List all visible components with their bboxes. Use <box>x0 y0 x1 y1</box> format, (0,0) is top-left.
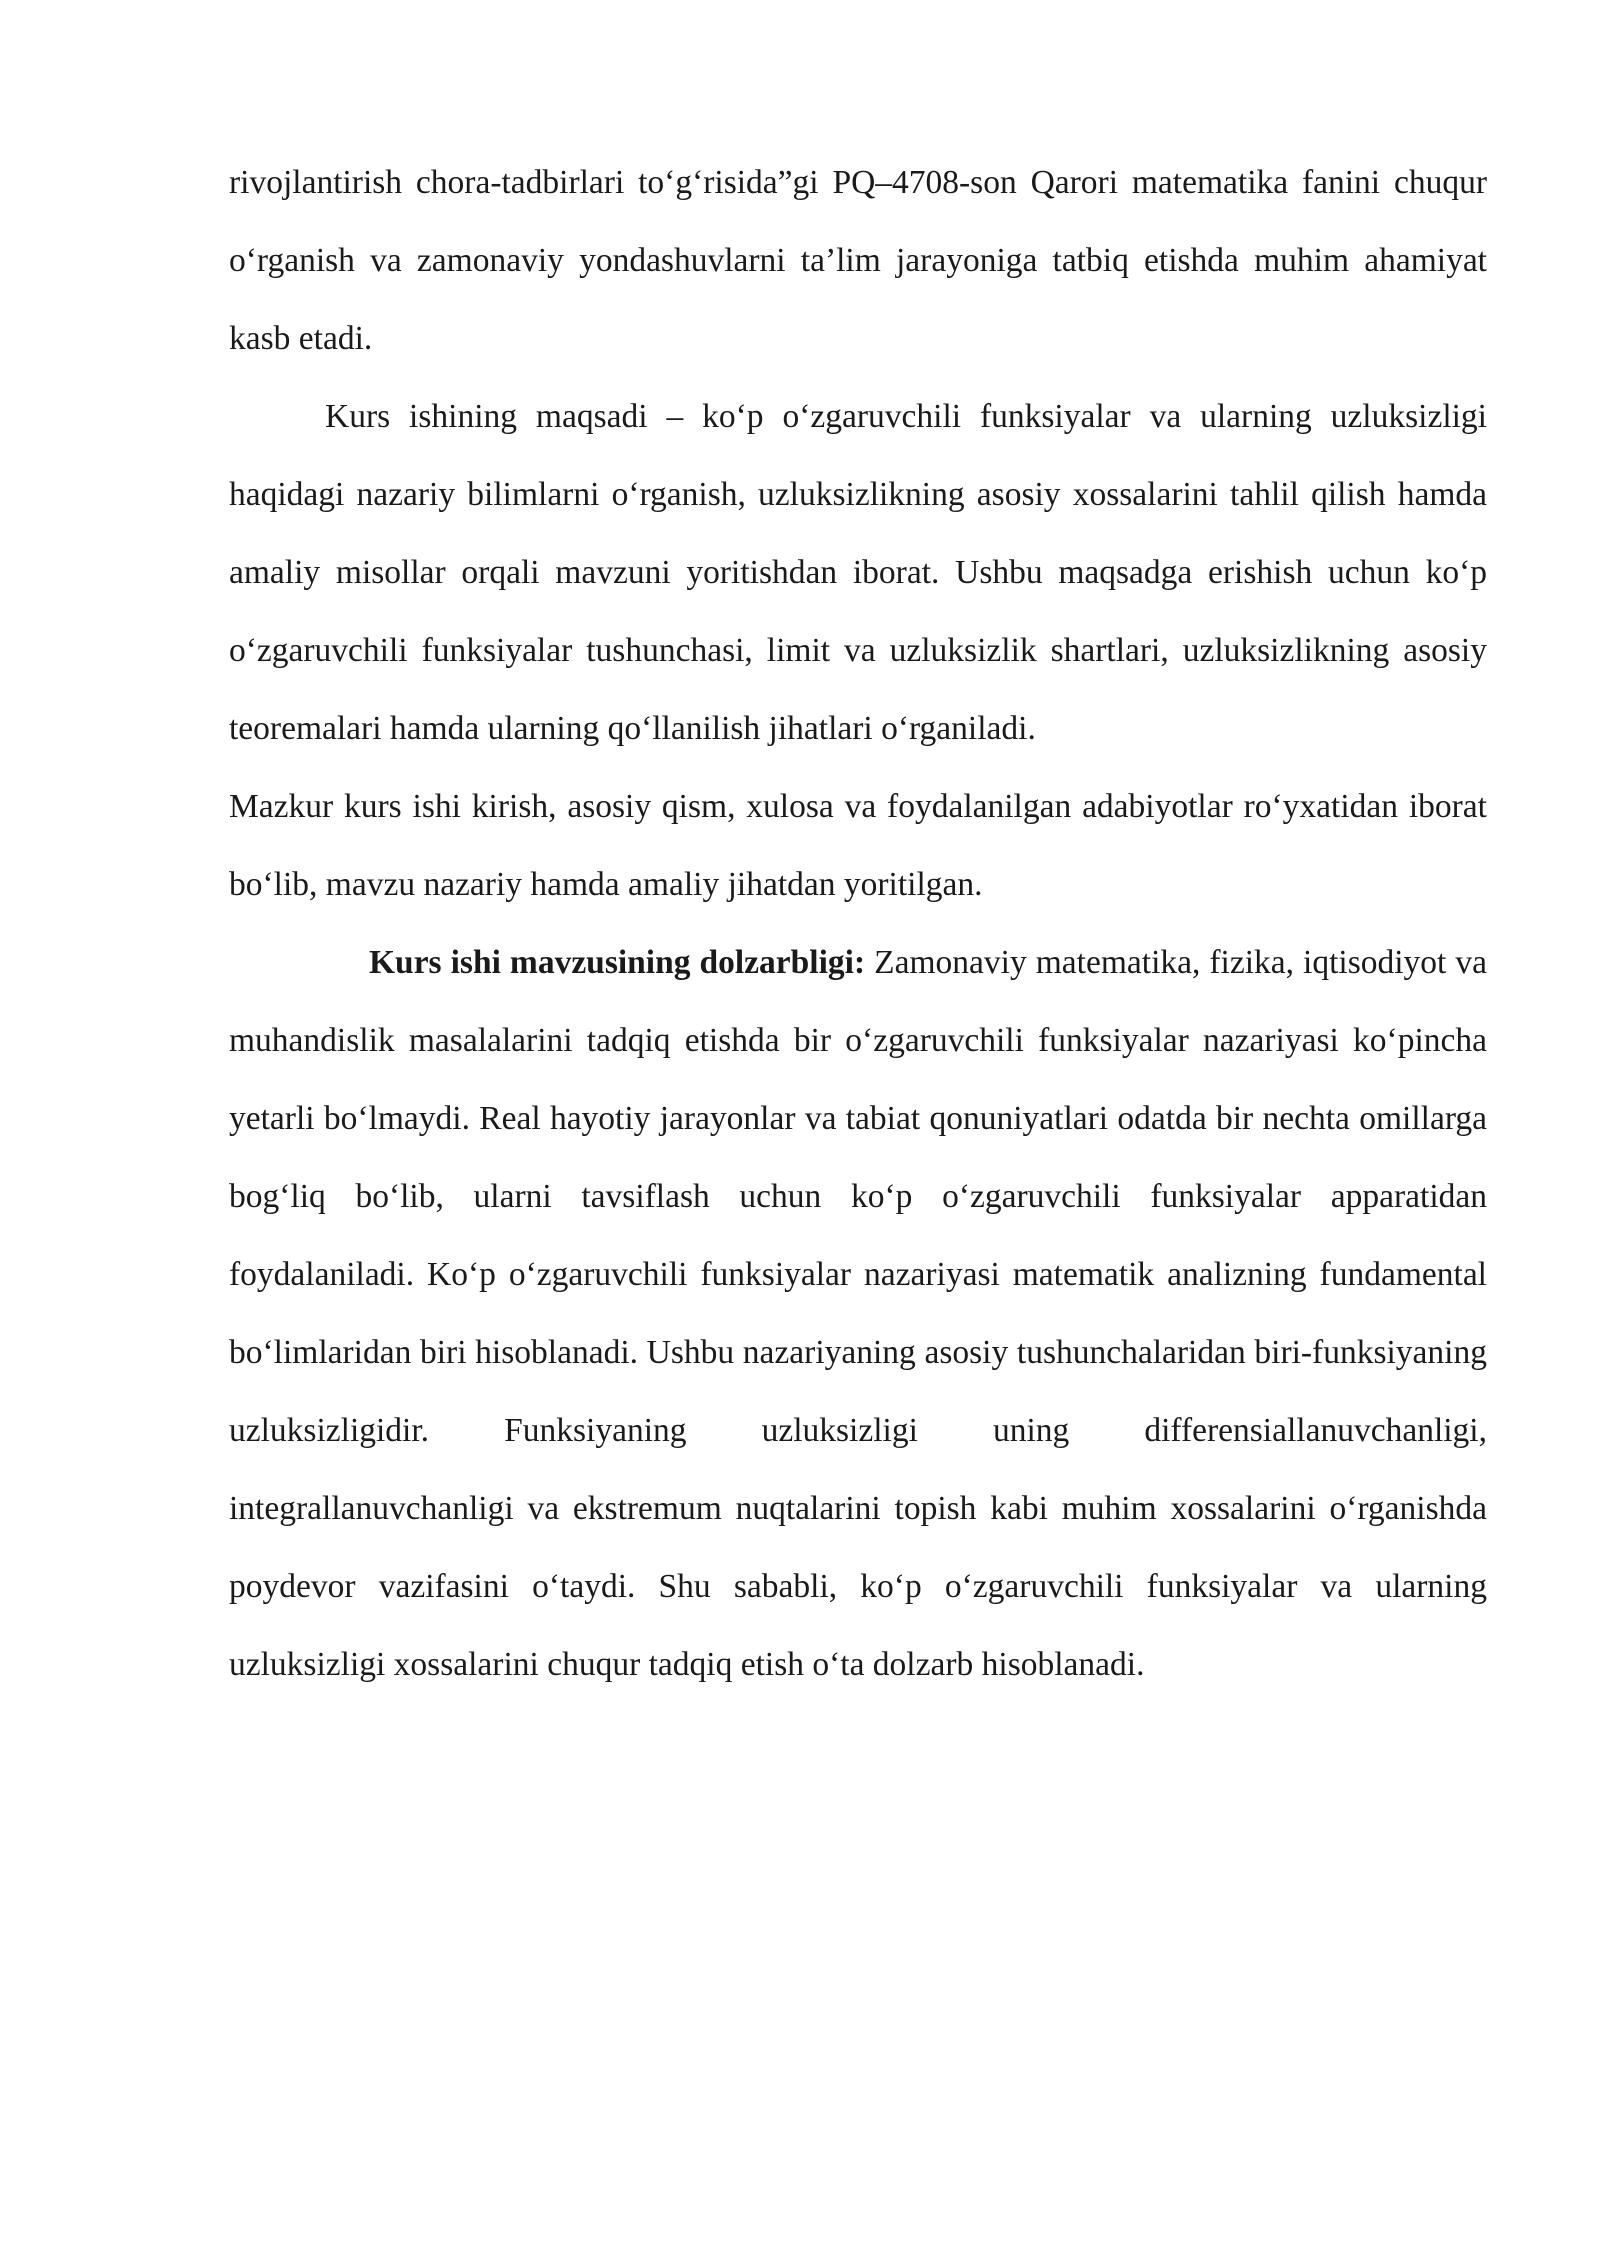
paragraph-topic-relevance <box>229 924 1487 1704</box>
paragraph-course-goal: Kurs ishining maqsadi – ko‘p o‘zgaruvchili funksiyalar va ularning uzluksizligi haqidagi nazariy bilimlarni o‘rganish, uzluksizlikning asosiy xossalarini tahlil qilish hamda amaliy misollar orqali mavzuni yoritishdan iborat. Ushbu maqsadga erishish uchun ko‘p o‘zgaruvchili funksiyalar tushunchasi, limit va uzluksizlik shartlari, uzluksizlikning asosiy teoremalari hamda ularning qo‘llanilish jihatlari o‘rganiladi. <box>229 398 1487 747</box>
paragraph-intro-continuation: rivojlantirish chora-tadbirlari to‘g‘risida”gi PQ–4708-son Qarori matematika fanini chuqur o‘rganish va zamonaviy yondashuvlarni ta’lim jarayoniga tatbiq etishda muhim ahamiyat kasb etadi. <box>229 164 1487 357</box>
paragraph-course-structure: Mazkur kurs ishi kirish, asosiy qism, xulosa va foydalanilgan adabiyotlar ro‘yxatidan iborat bo‘lib, mavzu nazariy hamda amaliy jihatdan yoritilgan. <box>229 788 1487 903</box>
document-body <box>229 144 1487 1704</box>
relevance-heading: Kurs ishi mavzusining dolzarbligi: <box>369 944 866 981</box>
relevance-text: Zamonaviy matematika, fizika, iqtisodiyot va muhandislik masalalarini tadqiq etishda bir o‘zgaruvchili funksiyalar nazariyasi ko‘pincha yetarli bo‘lmaydi. Real hayotiy jarayonlar va tabiat qonuniyatlari odatda bir nechta omillarga bog‘liq bo‘lib, ularni tavsiflash uchun ko‘p o‘zgaruvchili funksiyalar apparatidan foydalaniladi. Ko‘p o‘zgaruvchili funksiyalar nazariyasi matematik analizning fundamental bo‘limlaridan biri hisoblanadi. Ushbu nazariyaning asosiy tushunchalaridan biri-funksiyaning uzluksizligidir. Funksiyaning uzluksizligi uning differensiallanuvchanligi, integrallanuvchanligi va ekstremum nuqtalarini topish kabi muhim xossalarini o‘rganishda poydevor vazifasini o‘taydi. Shu sababli, ko‘p o‘zgaruvchili funksiyalar va ularning uzluksizligi xossalarini chuqur tadqiq etish o‘ta dolzarb hisoblanadi. <box>229 944 1487 1683</box>
